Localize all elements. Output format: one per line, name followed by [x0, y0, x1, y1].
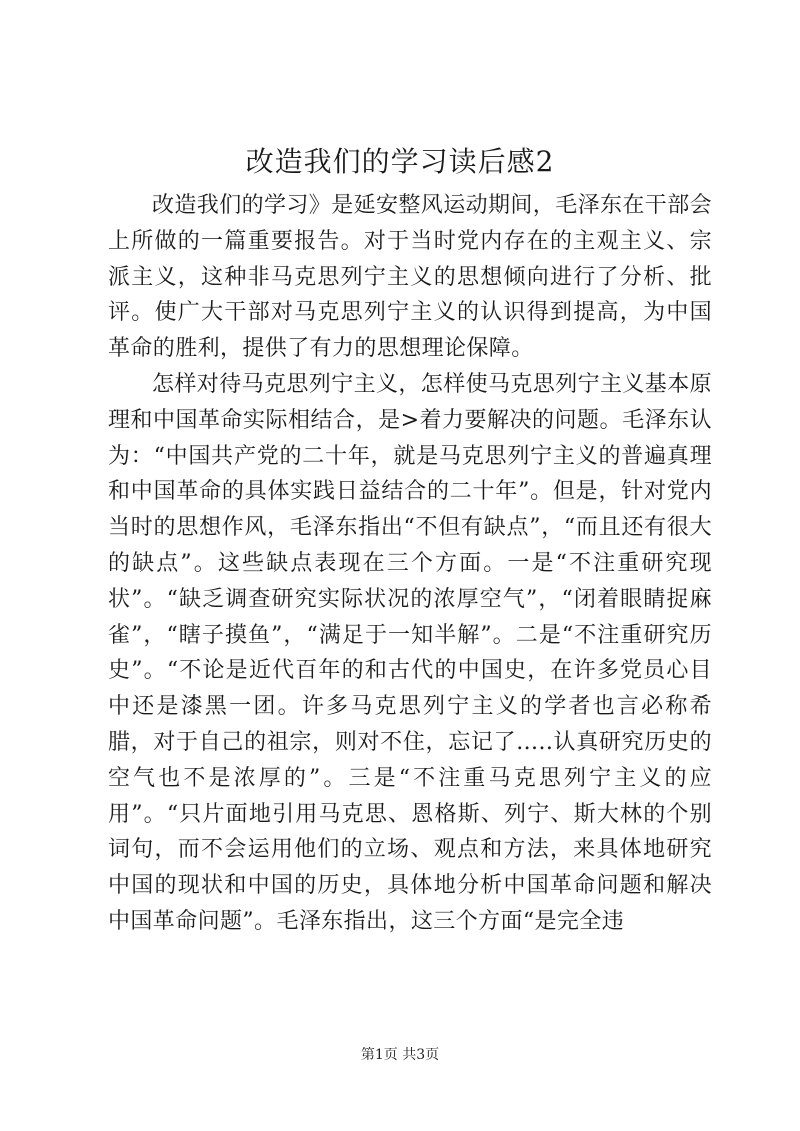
- paragraph-2: 怎样对待马克思列宁主义，怎样使马克思列宁主义基本原理和中国革命实际相结合，是>着力要解决的问题。毛泽东认为：“中国共产党的二十年，就是马克思列宁主义的普遍真理和中国革命的具体实践日益结合的二十年”。但是，针对党内当时的思想作风，毛泽东指出“不但有缺点”，“而且还有很大的缺点”。这些缺点表现在三个方面。一是“不注重研究现状”。“缺乏调查研究实际状况的浓厚空气”，“闭着眼睛捉麻雀”，“瞎子摸鱼”，“满足于一知半解”。二是“不注重研究历史”。“不论是近代百年的和古代的中国史，在许多党员心目中还是漆黑一团。许多马克思列宁主义的学者也言必称希腊，对于自己的祖宗，则对不住，忘记了.....认真研究历史的空气也不是浓厚的”。三是“不注重马克思列宁主义的应用”。“只片面地引用马克思、恩格斯、列宁、斯大林的个别词句，而不会运用他们的立场、观点和方法，来具体地研究中国的现状和中国的历史，具体地分析中国革命问题和解决中国革命问题”。毛泽东指出，这三个方面“是完全违: [108, 371, 713, 934]
- paragraph-1: 改造我们的学习》是延安整风运动期间，毛泽东在干部会上所做的一篇重要报告。对于当时党内存在的主观主义、宗派主义，这种非马克思列宁主义的思想倾向进行了分析、批评。使广大干部对马克思列宁主义的认识得到提高，为中国革命的胜利，提供了有力的思想理论保障。: [108, 193, 713, 362]
- document-title: 改造我们的学习读后感2: [245, 145, 555, 178]
- page-number-footer: 第1页 共3页: [360, 1047, 440, 1063]
- document-body: [108, 188, 712, 940]
